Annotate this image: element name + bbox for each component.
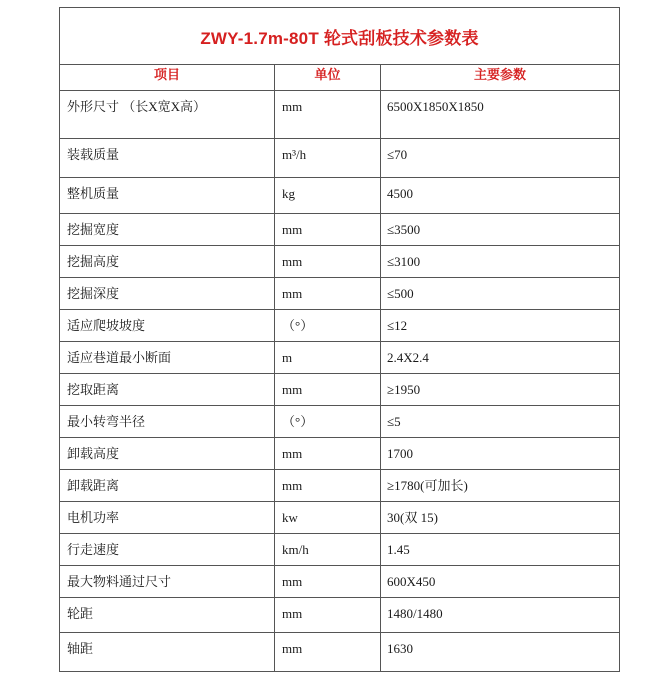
row-unit: mm: [275, 278, 381, 309]
row-param: 1630: [387, 641, 413, 656]
header-param: 主要参数: [473, 67, 526, 82]
row-unit: mm: [275, 438, 381, 469]
row-unit: （°）: [275, 310, 381, 341]
row-unit: kg: [275, 178, 381, 213]
row-unit: m: [275, 342, 381, 373]
row-param: 2.4X2.4: [387, 350, 429, 365]
row-param: ≤12: [387, 318, 408, 333]
row-param: 1.45: [387, 542, 410, 557]
row-item: 轴距: [60, 633, 275, 671]
row-unit: mm: [275, 470, 381, 501]
table-row: [60, 214, 619, 246]
row-item: 卸载距离: [60, 470, 275, 501]
row-item: 外形尺寸 （长X宽X高）: [60, 91, 275, 138]
row-param: 30(双 15): [387, 510, 438, 525]
row-unit: mm: [275, 91, 381, 138]
table-row: [60, 374, 619, 406]
row-item: 最大物料通过尺寸: [60, 566, 275, 597]
row-item: 挖掘深度: [60, 278, 275, 309]
row-param: ≥1950: [387, 382, 421, 397]
row-unit: mm: [275, 566, 381, 597]
table-row: [60, 406, 619, 438]
row-param: 6500X1850X1850: [387, 99, 484, 114]
row-param: ≥1780(可加长): [387, 478, 468, 493]
row-param: ≤70: [387, 147, 408, 162]
table-title: ZWY-1.7m-80T 轮式刮板技术参数表: [200, 28, 479, 48]
row-param: 1480/1480: [387, 606, 443, 621]
row-unit: mm: [275, 214, 381, 245]
spec-table: [59, 7, 620, 672]
row-unit: kw: [275, 502, 381, 533]
table-row: [60, 534, 619, 566]
row-unit: mm: [275, 246, 381, 277]
row-param: ≤3500: [387, 222, 421, 237]
row-item: 卸载高度: [60, 438, 275, 469]
table-row: [60, 633, 619, 671]
table-row: [60, 91, 619, 139]
row-unit: mm: [275, 374, 381, 405]
table-row: [60, 438, 619, 470]
row-unit: mm: [275, 633, 381, 671]
row-item: 最小转弯半径: [60, 406, 275, 437]
row-item: 装载质量: [60, 139, 275, 177]
table-row: [60, 470, 619, 502]
row-item: 挖取距离: [60, 374, 275, 405]
table-row: [60, 342, 619, 374]
row-item: 电机功率: [60, 502, 275, 533]
table-row: [60, 278, 619, 310]
row-param: 1700: [387, 446, 413, 461]
table-row: [60, 502, 619, 534]
row-unit: m³/h: [275, 139, 381, 177]
row-unit: mm: [275, 598, 381, 632]
header-unit: 单位: [275, 65, 381, 90]
row-param: 4500: [387, 186, 413, 201]
header-item: 项目: [60, 65, 275, 90]
row-item: 适应巷道最小断面: [60, 342, 275, 373]
row-param: ≤5: [387, 414, 401, 429]
row-param: ≤3100: [387, 254, 421, 269]
table-title-row: [60, 8, 619, 65]
table-row: [60, 246, 619, 278]
row-item: 行走速度: [60, 534, 275, 565]
table-row: [60, 178, 619, 214]
row-item: 适应爬坡坡度: [60, 310, 275, 341]
row-item: 挖掘宽度: [60, 214, 275, 245]
table-row: [60, 566, 619, 598]
row-unit: （°）: [275, 406, 381, 437]
table-row: [60, 598, 619, 633]
row-item: 整机质量: [60, 178, 275, 213]
row-item: 轮距: [60, 598, 275, 632]
table-row: [60, 139, 619, 178]
table-header-row: [60, 65, 619, 91]
row-item: 挖掘高度: [60, 246, 275, 277]
row-param: ≤500: [387, 286, 414, 301]
row-param: 600X450: [387, 574, 436, 589]
table-row: [60, 310, 619, 342]
row-unit: km/h: [275, 534, 381, 565]
